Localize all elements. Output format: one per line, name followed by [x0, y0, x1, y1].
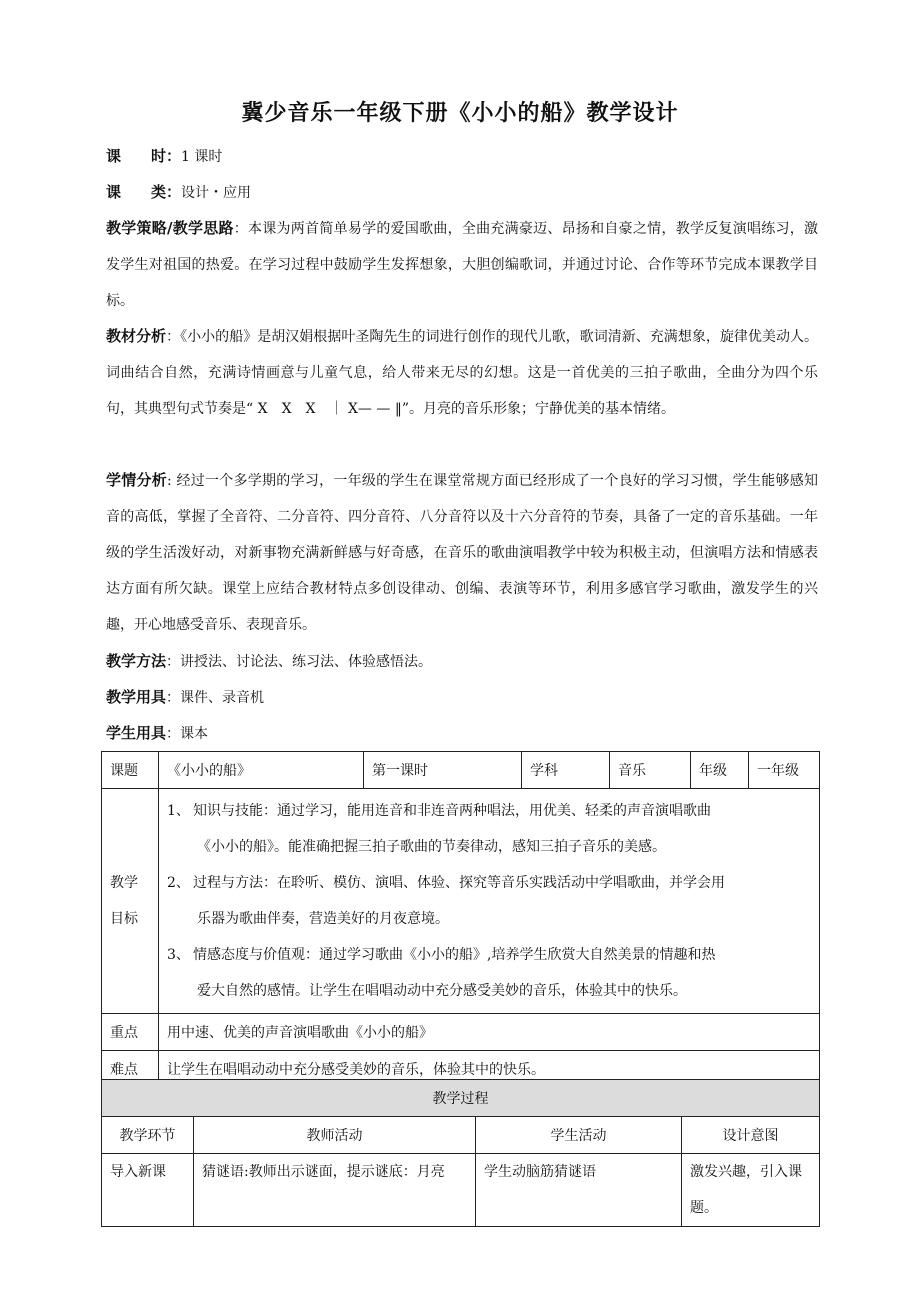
students-text: : 经过一个多学期的学习，一年级的学生在课堂常规方面已经形成了一个良好的学习习惯，学生能够感知音的高低，掌握了全音符、二分音符、四分音符、八分音符以及十六分音符的节奏，具备了一定的音乐基础。一年级的学生活泼好动，对新事物充满新鲜感与好奇感，在音乐的歌曲演唱教学中较为积极主动，但演唱方法和情感表达方面有所欠缺。课堂上应结合教材特点多创设律动、创编、表演等环节，利用多感官学习歌曲，激发学生的兴趣，开心地感受音乐、表现音乐。 [106, 473, 818, 633]
class-type-line [106, 183, 818, 202]
grade-label: 年级 [691, 752, 749, 789]
student-tools-line [106, 715, 818, 752]
topic-value: 《小小的船》 [159, 752, 364, 789]
material-paragraph [106, 318, 818, 427]
class-type-value: 设计・应用 [181, 185, 252, 201]
material-label: 教材分析 [106, 327, 167, 345]
goal-first-line: 知识与技能：通过学习，能用连音和非连音两种唱法，用优美、轻柔的声音演唱歌曲 [193, 803, 711, 819]
teacher-activity-cell: 猜谜语:教师出示谜面，提示谜底：月亮 [194, 1154, 476, 1227]
methods-line [106, 643, 818, 680]
goal-first-line: 过程与方法：在聆听、模仿、演唱、体验、探究等音乐实践活动中学唱歌曲，并学会用 [193, 875, 725, 891]
students-label: 学情分析 [106, 471, 168, 489]
student-tools-label: 学生用具 [106, 724, 167, 742]
header-design-intent: 设计意图 [682, 1117, 820, 1154]
document-title: 冀少音乐一年级下册《小小的船》教学设计 [241, 101, 679, 126]
grade-value: 一年级 [749, 752, 820, 789]
goal-number: 1、 [167, 803, 190, 819]
key-point-row [102, 1014, 820, 1051]
topic-row [102, 752, 820, 789]
strategy-label: 教学策略/教学思路 [106, 219, 234, 237]
header-stage: 教学环节 [102, 1117, 194, 1154]
goal-continuation: 《小小的船》。能准确把握三拍子歌曲的节奏律动，感知三拍子音乐的美感。 [197, 839, 666, 855]
material-text: ：《小小的船》是胡汉娟根据叶圣陶先生的词进行创作的现代儿歌，歌词清新、充满想象，旋律优美动人。词曲结合自然，充满诗情画意与儿童气息，给人带来无尽的幻想。这是一首优美的三拍子歌曲，全曲分为四个乐句，其典型句式节奏是“ X X X ｜ X— — ‖”。月亮的音乐形象；宁静优美的基本情绪。 [106, 329, 818, 417]
design-intent-cell: 激发兴趣，引入课题。 [682, 1154, 820, 1227]
goals-cell [159, 789, 820, 1014]
goals-row [102, 789, 820, 1014]
key-point-value: 用中速、优美的声音演唱歌曲《小小的船》 [159, 1014, 820, 1051]
class-hours-line [106, 147, 818, 166]
process-heading: 教学过程 [102, 1080, 820, 1117]
goal-number: 3、 [167, 947, 190, 963]
process-header-row [102, 1117, 820, 1154]
goal-item [167, 937, 811, 1009]
tools-line [106, 679, 818, 716]
lesson-cell: 第一课时 [364, 752, 522, 789]
student-tools-text: ：课本 [166, 726, 209, 742]
key-point-label: 重点 [102, 1014, 159, 1051]
header-teacher-activity: 教师活动 [194, 1117, 476, 1154]
goal-continuation: 乐器为歌曲伴奏，营造美好的月夜意境。 [197, 911, 449, 927]
subject-value: 音乐 [610, 752, 691, 789]
process-heading-row [102, 1080, 820, 1117]
methods-text: ：讲授法、讨论法、练习法、体验感悟法。 [166, 654, 433, 670]
stage-cell: 导入新课 [102, 1154, 194, 1227]
goal-first-line: 情感态度与价值观：通过学习歌曲《小小的船》,培养学生欣赏大自然美景的情趣和热 [193, 947, 716, 963]
table-row [102, 1154, 820, 1227]
difficulty-value: 让学生在唱唱动动中充分感受美妙的音乐，体验其中的快乐。 [159, 1051, 820, 1088]
strategy-paragraph [106, 210, 818, 319]
lesson-info-table [101, 751, 820, 1088]
tools-label: 教学用具 [106, 688, 167, 706]
goal-continuation: 爱大自然的感情。让学生在唱唱动动中充分感受美妙的音乐，体验其中的快乐。 [197, 983, 687, 999]
topic-label: 课题 [102, 752, 159, 789]
student-activity-cell: 学生动脑筋猜谜语 [476, 1154, 682, 1227]
header-student-activity: 学生活动 [476, 1117, 682, 1154]
teaching-process-table [101, 1079, 820, 1227]
class-type-label: 课 类： [106, 183, 182, 201]
students-paragraph [106, 462, 818, 643]
class-hours-label: 课 时： [106, 147, 182, 165]
goal-item [167, 793, 811, 865]
class-hours-value: 1 课时 [181, 149, 223, 165]
tools-text: ：课件、录音机 [166, 690, 265, 706]
goal-number: 2、 [167, 875, 190, 891]
difficulty-label: 难点 [102, 1051, 159, 1088]
goal-item [167, 865, 811, 937]
methods-label: 教学方法 [106, 652, 167, 670]
subject-label: 学科 [522, 752, 610, 789]
goals-label: 教学目标 [102, 789, 159, 1014]
strategy-text: ：本课为两首简单易学的爱国歌曲，全曲充满豪迈、昂扬和自豪之情，教学反复演唱练习，激发学生对祖国的热爱。在学习过程中鼓励学生发挥想象，大胆创编歌词，并通过讨论、合作等环节完成本课教学目标。 [106, 221, 818, 309]
